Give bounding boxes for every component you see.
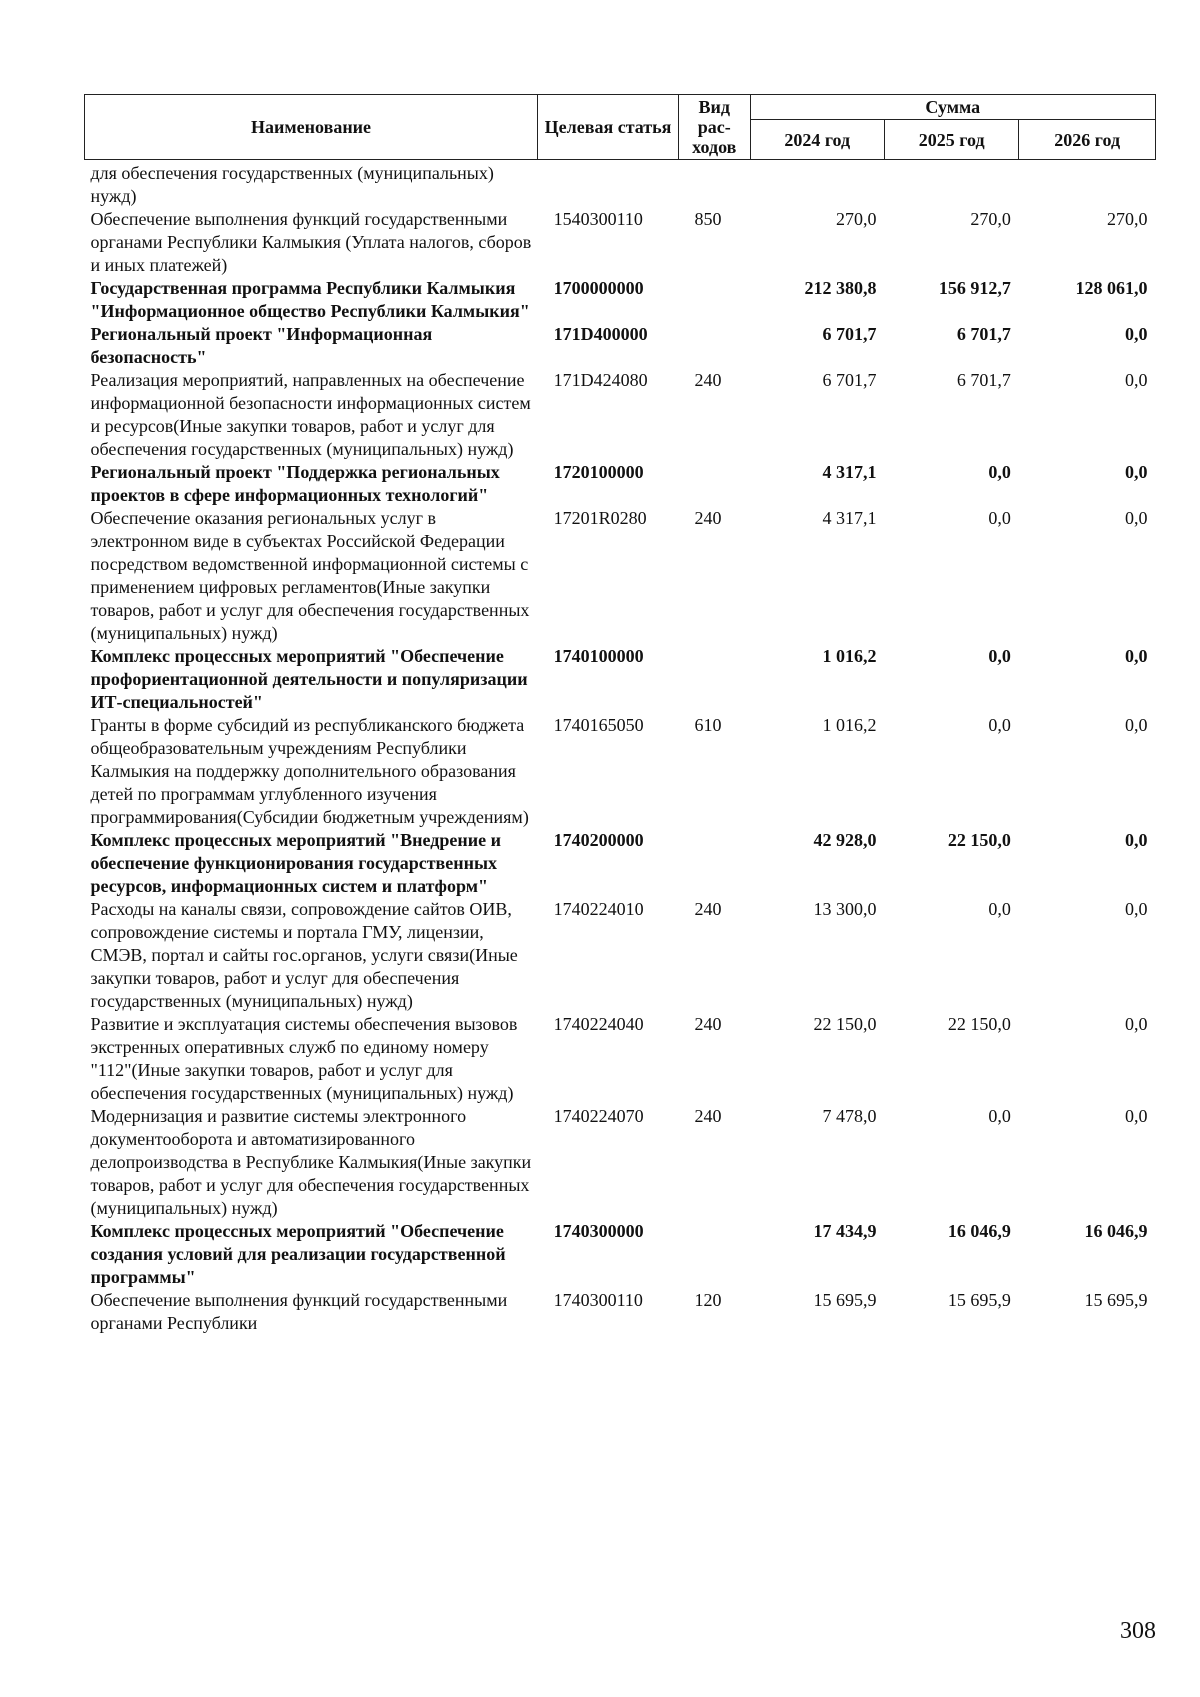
cell-code: 1740300110 — [553, 1290, 643, 1310]
cell-2025: 0,0 — [988, 508, 1011, 528]
cell-name: Реализация мероприятий, направленных на обеспечение информационной безопасности информационных систем и ресурсов(Иные закупки товаров, работ и услуг для обеспечения государственных (муниципальных) нужд) — [90, 370, 531, 459]
cell-2026: 0,0 — [1125, 899, 1148, 919]
cell-name: Развитие и эксплуатация системы обеспечения вызовов экстренных оперативных служб по единому номеру "112"(Иные закупки товаров, работ и услуг для обеспечения государственных (муниципальных) нужд) — [90, 1014, 518, 1103]
cell-vid: 610 — [694, 715, 722, 735]
header-2024: 2024 год — [750, 120, 884, 160]
cell-2026: 128 061,0 — [1075, 278, 1148, 298]
cell-vid: 240 — [694, 508, 722, 528]
cell-name: Комплекс процессных мероприятий "Обеспечение профориентационной деятельности и популяризации ИТ-специальностей" — [90, 646, 528, 712]
cell-2026: 0,0 — [1125, 715, 1148, 735]
cell-2024: 4 317,1 — [822, 462, 877, 482]
cell-vid — [679, 645, 751, 714]
cell-2026: 270,0 — [1107, 209, 1148, 229]
budget-table — [84, 94, 1156, 1335]
cell-name: для обеспечения государственных (муниципальных) нужд) — [90, 163, 494, 206]
cell-name: Модернизация и развитие системы электронного документооборота и автоматизированного делопроизводства в Республике Калмыкия(Иные закупки товаров, работ и услуг для обеспечения государственных (муниципальных) нужд) — [90, 1106, 532, 1218]
cell-code: 1740200000 — [553, 830, 644, 850]
cell-2025: 0,0 — [988, 715, 1011, 735]
cell-2025: 16 046,9 — [947, 1221, 1011, 1241]
table-row — [85, 714, 1156, 829]
cell-2025: 15 695,9 — [947, 1290, 1011, 1310]
table-row — [85, 369, 1156, 461]
cell-code: 1700000000 — [553, 278, 644, 298]
cell-code: 1740224070 — [553, 1106, 644, 1126]
cell-name: Обеспечение выполнения функций государственными органами Республики Калмыкия (Уплата налогов, сборов и иных платежей) — [90, 209, 532, 275]
cell-code: 1740224010 — [553, 899, 644, 919]
table-row — [85, 1105, 1156, 1220]
cell-2024: 270,0 — [835, 209, 877, 229]
table-row — [85, 461, 1156, 507]
cell-2026: 0,0 — [1125, 324, 1148, 344]
table-row — [85, 160, 1156, 209]
cell-2025: 0,0 — [988, 462, 1011, 482]
cell-name: Комплекс процессных мероприятий "Внедрение и обеспечение функционирования государственных ресурсов, информационных систем и платформ" — [90, 830, 501, 896]
header-name: Наименование — [85, 95, 538, 160]
cell-2024 — [750, 160, 884, 209]
cell-2026 — [1019, 160, 1156, 209]
cell-2026: 15 695,9 — [1084, 1290, 1148, 1310]
cell-vid: 240 — [694, 899, 722, 919]
cell-vid — [679, 160, 751, 209]
cell-name: Гранты в форме субсидий из республиканского бюджета общеобразовательным учреждениям Республики Калмыкия на поддержку дополнительного образования детей по программам углубленного изучения программирования(Субсидии бюджетным учреждениям) — [90, 715, 529, 827]
cell-vid — [679, 277, 751, 323]
table-row — [85, 507, 1156, 645]
header-vid: Вид рас-ходов — [679, 95, 751, 160]
cell-vid: 240 — [694, 1014, 722, 1034]
cell-2025: 156 912,7 — [938, 278, 1011, 298]
cell-2025 — [884, 160, 1018, 209]
cell-name: Региональный проект "Поддержка региональных проектов в сфере информационных технологий" — [90, 462, 500, 505]
cell-vid: 850 — [694, 209, 722, 229]
cell-name: Региональный проект "Информационная безопасность" — [90, 324, 433, 367]
table-row — [85, 898, 1156, 1013]
cell-2024: 4 317,1 — [822, 508, 877, 528]
cell-vid — [679, 461, 751, 507]
table-row — [85, 208, 1156, 277]
cell-2024: 1 016,2 — [822, 715, 877, 735]
cell-2024: 42 928,0 — [813, 830, 877, 850]
cell-code: 1740224040 — [553, 1014, 644, 1034]
cell-code: 17201R0280 — [553, 508, 647, 528]
table-row — [85, 323, 1156, 369]
cell-name: Государственная программа Республики Калмыкия "Информационное общество Республики Калмыкия" — [90, 278, 530, 321]
cell-2024: 22 150,0 — [813, 1014, 877, 1034]
cell-vid: 120 — [694, 1290, 722, 1310]
cell-2026: 0,0 — [1125, 830, 1148, 850]
cell-vid — [679, 1220, 751, 1289]
header-sum: Сумма — [750, 95, 1155, 120]
cell-2026: 0,0 — [1125, 508, 1148, 528]
cell-2024: 6 701,7 — [822, 370, 877, 390]
cell-code: 1540300110 — [553, 209, 643, 229]
table-row — [85, 1220, 1156, 1289]
cell-code: 1720100000 — [553, 462, 644, 482]
cell-code: 171D400000 — [553, 324, 648, 344]
cell-code: 1740300000 — [553, 1221, 644, 1241]
cell-2025: 6 701,7 — [956, 324, 1011, 344]
header-2026: 2026 год — [1019, 120, 1156, 160]
cell-2025: 270,0 — [970, 209, 1011, 229]
header-code: Целевая статья — [538, 95, 679, 160]
cell-2024: 7 478,0 — [822, 1106, 877, 1126]
cell-2026: 0,0 — [1125, 646, 1148, 666]
cell-vid: 240 — [694, 370, 722, 390]
cell-2026: 0,0 — [1125, 1106, 1148, 1126]
cell-2025: 0,0 — [988, 899, 1011, 919]
cell-2026: 0,0 — [1125, 370, 1148, 390]
table-row — [85, 277, 1156, 323]
cell-2025: 22 150,0 — [947, 830, 1011, 850]
cell-2025: 22 150,0 — [947, 1014, 1011, 1034]
cell-2025: 0,0 — [988, 646, 1011, 666]
header-2025: 2025 год — [884, 120, 1018, 160]
cell-vid: 240 — [694, 1106, 722, 1126]
table-row — [85, 645, 1156, 714]
cell-name: Комплекс процессных мероприятий "Обеспечение создания условий для реализации государственной программы" — [90, 1221, 506, 1287]
cell-2025: 6 701,7 — [956, 370, 1011, 390]
page-number: 308 — [1120, 1618, 1156, 1644]
cell-code: 171D424080 — [553, 370, 648, 390]
cell-name: Обеспечение выполнения функций государственными органами Республики — [90, 1290, 508, 1333]
table-row — [85, 1013, 1156, 1105]
cell-2024: 17 434,9 — [813, 1221, 877, 1241]
cell-vid — [679, 323, 751, 369]
cell-2026: 16 046,9 — [1084, 1221, 1148, 1241]
cell-code: 1740165050 — [553, 715, 644, 735]
table-row — [85, 829, 1156, 898]
cell-vid — [679, 829, 751, 898]
table-row — [85, 1289, 1156, 1335]
cell-2024: 6 701,7 — [822, 324, 877, 344]
cell-2024: 15 695,9 — [813, 1290, 877, 1310]
cell-2025: 0,0 — [988, 1106, 1011, 1126]
cell-code: 1740100000 — [553, 646, 644, 666]
cell-code — [538, 160, 679, 209]
table-body — [85, 160, 1156, 1336]
cell-name: Обеспечение оказания региональных услуг в электронном виде в субъектах Российской Федерации посредством ведомственной информационной системы с применением цифровых регламентов(Иные закупки товаров, работ и услуг для обеспечения государственных (муниципальных) нужд) — [90, 508, 530, 643]
cell-2024: 1 016,2 — [822, 646, 877, 666]
cell-2026: 0,0 — [1125, 1014, 1148, 1034]
cell-name: Расходы на каналы связи, сопровождение сайтов ОИВ, сопровождение системы и портала ГМУ, лицензии, СМЭВ, портал и сайты гос.органов, услуги связи(Иные закупки товаров, работ и услуг для обеспечения государственных (муниципальных) нужд) — [90, 899, 518, 1011]
cell-2024: 212 380,8 — [804, 278, 877, 298]
cell-2026: 0,0 — [1125, 462, 1148, 482]
cell-2024: 13 300,0 — [813, 899, 877, 919]
